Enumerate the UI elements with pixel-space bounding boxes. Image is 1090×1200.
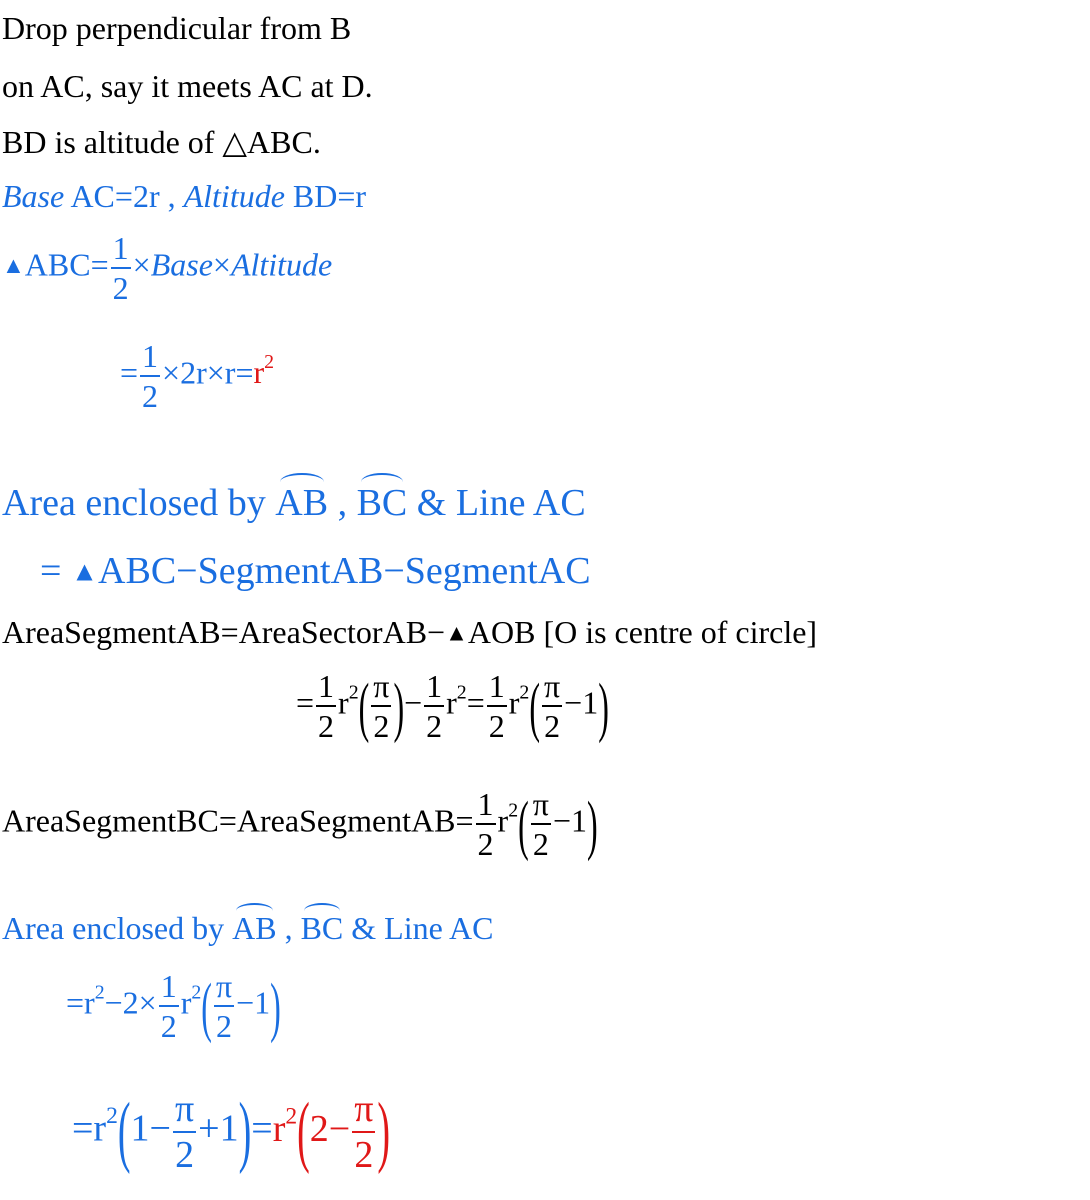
right-paren: ) (270, 968, 281, 1044)
numerator: π (354, 1088, 374, 1130)
equals-sign: = (120, 354, 139, 391)
minus-one: −1 (564, 684, 599, 721)
denominator: 2 (316, 705, 336, 742)
exponent: 2 (348, 681, 359, 704)
area-enclosed-step-1 (66, 970, 281, 1042)
altitude-word: Altitude (230, 246, 333, 283)
segment-ab-definition (2, 616, 817, 648)
numerator: π (174, 1088, 195, 1130)
right-paren: ) (238, 1087, 252, 1177)
left-paren: ( (201, 968, 212, 1044)
exponent: 2 (94, 981, 105, 1004)
left-paren: ( (297, 1087, 310, 1177)
arc-ab: AB (275, 482, 329, 524)
final-result (272, 1087, 391, 1177)
expression-text: ABC−SegmentAB−SegmentAC (98, 550, 591, 592)
exponent: 2 (456, 681, 467, 704)
altitude-word: Altitude (183, 178, 285, 214)
times-sign: × (212, 246, 231, 283)
area-enclosed-heading (2, 484, 586, 522)
minus-sign: − (404, 684, 423, 721)
left-paren: ( (358, 668, 370, 744)
fraction (111, 232, 131, 304)
denominator: 2 (542, 705, 562, 742)
r-symbol: r (446, 684, 457, 721)
right-paren: ) (393, 668, 405, 744)
triangle-area-formula (2, 232, 332, 304)
fraction (487, 670, 507, 742)
right-paren: ) (598, 668, 609, 744)
numerator: π (215, 968, 233, 1004)
equals-r: =r (66, 984, 95, 1021)
denominator: 2 (173, 1131, 196, 1174)
arc-bc: BC (356, 482, 408, 524)
numerator: π (373, 668, 390, 704)
product-expression: ×2r×r= (162, 354, 254, 391)
heading-suffix: & Line AC (407, 482, 586, 524)
numerator: 1 (488, 668, 505, 704)
numerator: π (532, 786, 549, 822)
exponent: 2 (508, 799, 519, 822)
numerator: 1 (160, 968, 177, 1004)
numerator: 1 (426, 668, 443, 704)
left-paren: ( (529, 668, 540, 744)
right-paren: ) (586, 786, 598, 862)
equals-sign: = (40, 550, 71, 592)
pi-fraction (352, 1090, 375, 1174)
denominator: 2 (352, 1131, 375, 1174)
exponent: 2 (264, 351, 275, 374)
altitude-value: BD=r (284, 178, 367, 214)
pi-fraction (214, 970, 234, 1042)
area-enclosed-heading-2 (2, 912, 493, 944)
r-symbol: r (508, 684, 520, 721)
result-r-squared (253, 351, 275, 391)
denominator: 2 (159, 1005, 179, 1042)
numerator: 1 (318, 668, 335, 704)
result-base: r (253, 354, 265, 391)
minus-two-times: −2× (104, 984, 157, 1021)
base-altitude-line (2, 180, 366, 212)
denominator: 2 (111, 267, 131, 304)
denominator: 2 (140, 375, 160, 412)
equals-sign: = (466, 684, 485, 721)
equals-sign: = (251, 1107, 273, 1150)
triangle-area-result (120, 340, 274, 412)
filled-triangle-icon: ▲ (70, 556, 99, 587)
filled-triangle-icon: ▲ (2, 252, 25, 279)
denominator: 2 (531, 823, 551, 860)
pi-fraction (542, 670, 562, 742)
denominator: 2 (424, 705, 444, 742)
pi-fraction (531, 788, 551, 860)
left-paren: ( (117, 1087, 131, 1177)
times-sign: × (132, 246, 151, 283)
base-value: AC=2r , (64, 178, 184, 214)
equals-sign: = (296, 684, 315, 721)
text-line-3: BD is altitude of △ABC. (2, 124, 321, 160)
arc-bc: BC (300, 910, 344, 946)
equation-prefix: AreaSegmentBC=AreaSegmentAB= (2, 802, 474, 839)
segment-bc-equation (2, 788, 598, 860)
r-symbol: r (497, 802, 509, 839)
denominator: 2 (371, 705, 391, 742)
exponent: 2 (285, 1103, 298, 1130)
definition-prefix: AreaSegmentAB=AreaSectorAB− (2, 614, 446, 650)
minus-one: −1 (236, 984, 271, 1021)
numerator: 1 (142, 338, 159, 374)
arc-ab: AB (232, 910, 277, 946)
two-minus: 2− (309, 1107, 351, 1150)
fraction (476, 788, 496, 860)
r-symbol: r (180, 984, 192, 1021)
exponent: 2 (519, 681, 530, 704)
comma: , (328, 482, 357, 524)
numerator: π (544, 668, 561, 704)
base-word: Base (2, 178, 65, 214)
denominator: 2 (476, 823, 496, 860)
exponent: 2 (106, 1103, 118, 1130)
fraction (424, 670, 444, 742)
heading-prefix: Area enclosed by (2, 910, 233, 946)
fraction (159, 970, 179, 1042)
one-minus: 1− (130, 1107, 171, 1150)
formula-lhs: ABC= (24, 246, 109, 283)
segment-ab-calculation (296, 670, 609, 742)
fraction (316, 670, 336, 742)
text-line-2: on AC, say it meets AC at D. (2, 68, 373, 104)
denominator: 2 (214, 1005, 234, 1042)
heading-prefix: Area enclosed by (2, 482, 276, 524)
filled-triangle-icon: ▲ (445, 619, 468, 646)
right-paren: ) (377, 1087, 391, 1177)
r-symbol: r (272, 1107, 286, 1150)
minus-one: −1 (552, 802, 587, 839)
pi-fraction (371, 670, 391, 742)
denominator: 2 (487, 705, 507, 742)
comma: , (276, 910, 301, 946)
r-symbol: r (338, 684, 349, 721)
text-line-1: Drop perpendicular from B (2, 10, 352, 46)
left-paren: ( (518, 786, 529, 862)
numerator: 1 (112, 230, 129, 266)
fraction (140, 340, 160, 412)
area-enclosed-final (72, 1087, 391, 1177)
equals-r: =r (72, 1107, 107, 1150)
plus-one: +1 (198, 1107, 239, 1150)
heading-suffix: & Line AC (343, 910, 494, 946)
base-word: Base (150, 246, 213, 283)
numerator: 1 (477, 786, 494, 822)
definition-suffix: AOB [O is centre of circle] (467, 614, 818, 650)
pi-fraction (173, 1090, 196, 1174)
area-enclosed-expression (40, 552, 591, 590)
exponent: 2 (191, 981, 202, 1004)
